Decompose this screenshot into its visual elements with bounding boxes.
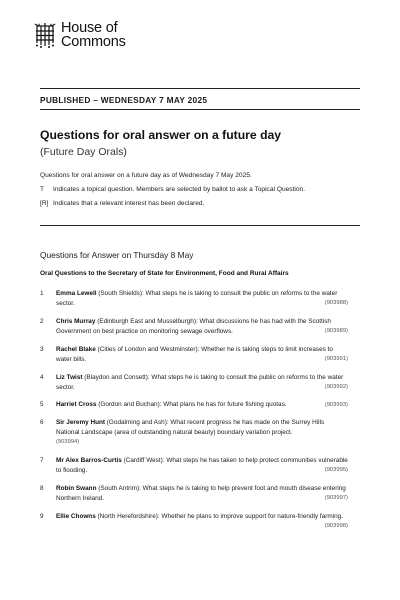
question-number: 3 xyxy=(40,346,44,353)
question-ref: (903998) xyxy=(324,523,348,529)
member-name: Chris Murray xyxy=(56,318,96,325)
legend-row-interest xyxy=(40,200,204,207)
question-number: 7 xyxy=(40,457,44,464)
portcullis-icon xyxy=(34,23,56,49)
logo-line1: House of xyxy=(61,20,118,36)
question-text: (Cities of London and Westminster): Whether he is taking steps to limit increases to water bills. xyxy=(56,346,333,363)
question-number: 9 xyxy=(40,513,44,520)
member-name: Ellie Chowns xyxy=(56,513,96,520)
question-text: (Edinburgh East and Musselburgh): What discussions he has had with the Scottish Government on best practice on monitoring sewage overflows. xyxy=(56,318,331,335)
member-name: Harriet Cross xyxy=(56,401,97,408)
question-number: 4 xyxy=(40,374,44,381)
published-date: PUBLISHED – WEDNESDAY 7 MAY 2025 xyxy=(40,95,208,105)
question-text: (North Herefordshire): Whether he plans to improve support for nature-friendly farming. xyxy=(95,513,343,520)
legend-row-topical xyxy=(40,186,305,193)
legend-key: [R] xyxy=(40,200,49,207)
question-text: (Blaydon and Consett): What steps he is taking to consult the public on reforms to the water sector. xyxy=(56,374,344,391)
question-ref: (903989) xyxy=(324,328,348,334)
divider xyxy=(40,225,360,226)
legend-text: Indicates that a relevant interest has been declared. xyxy=(53,200,205,207)
member-name: Liz Twist xyxy=(56,374,83,381)
section-heading: Questions for Answer on Thursday 8 May xyxy=(40,250,194,260)
question-ref: (903997) xyxy=(324,495,348,501)
member-name: Rachel Blake xyxy=(56,346,96,353)
page-subtitle: (Future Day Orals) xyxy=(40,146,127,158)
sub-heading: Oral Questions to the Secretary of State for Environment, Food and Rural Affairs xyxy=(40,270,289,277)
question-text: (South Antrim): What steps he is taking to help prevent foot and mouth disease entering Northern Ireland. xyxy=(56,485,346,502)
question-ref: (903995) xyxy=(324,467,348,473)
question-number: 6 xyxy=(40,419,44,426)
question-ref: (903994) xyxy=(56,439,80,446)
header-logo xyxy=(34,22,126,49)
question-text: (Gordon and Buchan): What plans he has for future fishing quotas. xyxy=(96,401,287,408)
question-ref: (903988) xyxy=(324,300,348,306)
legend-key: T xyxy=(40,186,45,193)
question-number: 5 xyxy=(40,401,44,408)
question-ref: (903992) xyxy=(324,384,348,390)
member-name: Robin Swann xyxy=(56,485,97,492)
question-number: 8 xyxy=(40,485,44,492)
question-number: 1 xyxy=(40,290,44,297)
member-name: Sir Jeremy Hunt xyxy=(56,419,106,426)
logo-line2: Commons xyxy=(61,33,126,50)
intro-text: Questions for oral answer on a future day as of Wednesday 7 May 2025. xyxy=(40,172,252,179)
question-number: 2 xyxy=(40,318,44,325)
page-title: Questions for oral answer on a future day xyxy=(40,128,282,142)
divider xyxy=(40,109,360,110)
legend-text: Indicates a topical question. Members are selected by ballot to ask a Topical Question. xyxy=(53,186,306,193)
logo-text xyxy=(61,22,126,49)
member-name: Mr Alex Barros-Curtis xyxy=(56,457,122,464)
question-ref: (903991) xyxy=(324,356,348,362)
question-ref: (903993) xyxy=(324,401,348,408)
question-text: (Cardiff West): What steps he has taken to help protect communities vulnerable to flooding. xyxy=(56,457,348,474)
question-text: (Godalming and Ash): What recent progress he has made on the Surrey Hills National Landscape (area of outstanding natural beauty) boundary variation project. xyxy=(56,419,325,436)
member-name: Emma Lewell xyxy=(56,290,97,297)
divider xyxy=(40,88,360,89)
question-text: (South Shields): What steps he is taking to consult the public on reforms to the water sector. xyxy=(56,290,338,307)
